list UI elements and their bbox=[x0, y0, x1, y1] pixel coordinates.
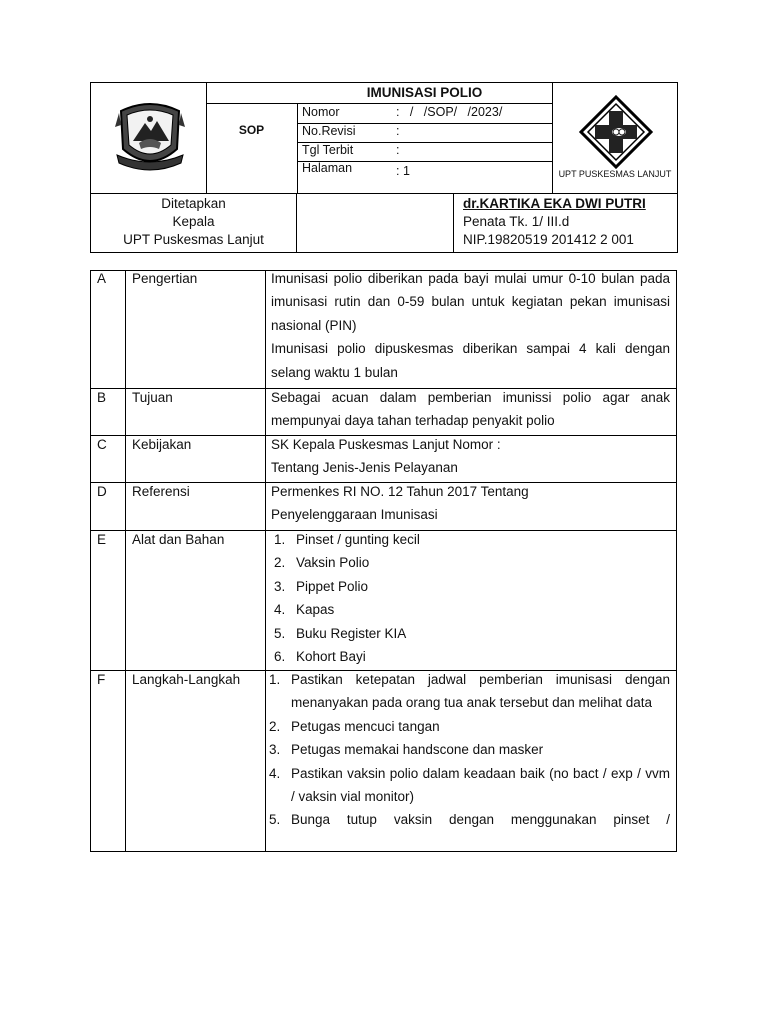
section-text: Sebagai acuan dalam pemberian imunissi polio agar anak mempunyai daya tahan terhadap penyakit polio bbox=[271, 390, 670, 429]
section-text bbox=[271, 480, 670, 527]
meta-value-halaman: : 1 bbox=[396, 164, 410, 178]
puskesmas-logo-caption: UPT PUSKESMAS LANJUT bbox=[558, 169, 672, 179]
divider bbox=[453, 193, 454, 253]
section-letter: A bbox=[97, 271, 107, 286]
divider bbox=[296, 193, 297, 253]
meta-label-halaman: Halaman bbox=[302, 161, 353, 175]
list-item: 2. Vaksin Polio bbox=[274, 555, 370, 571]
list-item: 4. Pastikan vaksin polio dalam keadaan baik (no bact / exp / vvm / vaksin vial monitor) bbox=[269, 765, 670, 805]
signer-nip: NIP.19820519 201412 2 001 bbox=[463, 232, 634, 247]
meta-label-tgl: Tgl Terbit bbox=[302, 143, 354, 157]
section-row-f bbox=[90, 671, 677, 852]
puskesmas-logo-icon bbox=[579, 95, 653, 169]
divider bbox=[91, 193, 677, 194]
reference-line: Penyelenggaraan Imunisasi bbox=[271, 507, 438, 523]
sop-label: SOP bbox=[238, 123, 265, 137]
definition-paragraph: Imunisasi polio diberikan pada bayi mulai umur 0-10 bulan pada imunisasi rutin dan 0-59 bulan untuk kegiatan pekan imunisasi nasional (PIN) bbox=[271, 271, 670, 333]
list-item: 4. Kapas bbox=[274, 602, 335, 618]
policy-line: Tentang Jenis-Jenis Pelayanan bbox=[271, 460, 458, 476]
list-item: 3. Petugas memakai handscone dan masker bbox=[269, 742, 544, 758]
section-label: Referensi bbox=[132, 484, 190, 499]
materials-list bbox=[274, 528, 670, 668]
list-item: 1. Pinset / gunting kecil bbox=[274, 532, 420, 547]
ditetapkan-label: Ditetapkan bbox=[161, 196, 226, 211]
divider bbox=[206, 83, 207, 193]
section-text bbox=[271, 433, 670, 480]
section-letter: B bbox=[97, 390, 107, 405]
meta-label-nomor: Nomor bbox=[302, 105, 340, 119]
list-item: 1. Pastikan ketepatan jadwal pemberian imunisasi dengan menanyakan pada orang tua anak tersebut dan melihat data bbox=[269, 672, 670, 711]
section-text bbox=[271, 267, 670, 384]
steps-list bbox=[269, 668, 670, 832]
policy-line: SK Kepala Puskesmas Lanjut Nomor : bbox=[271, 437, 501, 452]
section-row-c bbox=[90, 436, 677, 483]
meta-label-revisi: No.Revisi bbox=[302, 124, 356, 138]
signer-name: dr.KARTIKA EKA DWI PUTRI bbox=[463, 196, 646, 211]
list-item: 5. Bunga tutup vaksin dengan menggunakan pinset / bbox=[269, 812, 670, 828]
section-letter: E bbox=[97, 532, 107, 547]
divider bbox=[206, 103, 552, 104]
section-row-d bbox=[90, 483, 677, 531]
section-label: Kebijakan bbox=[132, 437, 192, 452]
section-letter: D bbox=[97, 484, 107, 499]
document-title: IMUNISASI POLIO bbox=[366, 85, 483, 100]
definition-paragraph: Imunisasi polio dipuskesmas diberikan sampai 4 kali dengan selang waktu 1 bulan bbox=[271, 341, 670, 380]
list-item: 6. Kohort Bayi bbox=[274, 649, 366, 665]
section-label: Pengertian bbox=[132, 271, 198, 286]
divider bbox=[297, 103, 298, 193]
section-label: Alat dan Bahan bbox=[132, 532, 225, 547]
section-label: Langkah-Langkah bbox=[132, 672, 241, 687]
meta-value-revisi: : bbox=[396, 124, 400, 138]
list-item: 3. Pippet Polio bbox=[274, 578, 369, 594]
meta-value-nomor: : / /SOP/ /2023/ bbox=[396, 105, 503, 119]
section-row-e bbox=[90, 531, 677, 671]
list-item: 5. Buku Register KIA bbox=[274, 625, 407, 641]
reference-line: Permenkes RI NO. 12 Tahun 2017 Tentang bbox=[271, 484, 529, 499]
section-letter: C bbox=[97, 437, 107, 452]
list-item: 2. Petugas mencuci tangan bbox=[269, 718, 440, 734]
section-row-b bbox=[90, 389, 677, 436]
unit-label: UPT Puskesmas Lanjut bbox=[123, 232, 264, 247]
sop-header bbox=[90, 82, 678, 253]
section-label: Tujuan bbox=[132, 390, 173, 405]
section-letter: F bbox=[97, 672, 106, 687]
signer-rank: Penata Tk. 1/ III.d bbox=[463, 214, 570, 229]
meta-value-tgl: : bbox=[396, 143, 400, 157]
section-row-a bbox=[90, 270, 677, 389]
regency-emblem-icon bbox=[115, 97, 185, 177]
kepala-label: Kepala bbox=[172, 214, 215, 229]
